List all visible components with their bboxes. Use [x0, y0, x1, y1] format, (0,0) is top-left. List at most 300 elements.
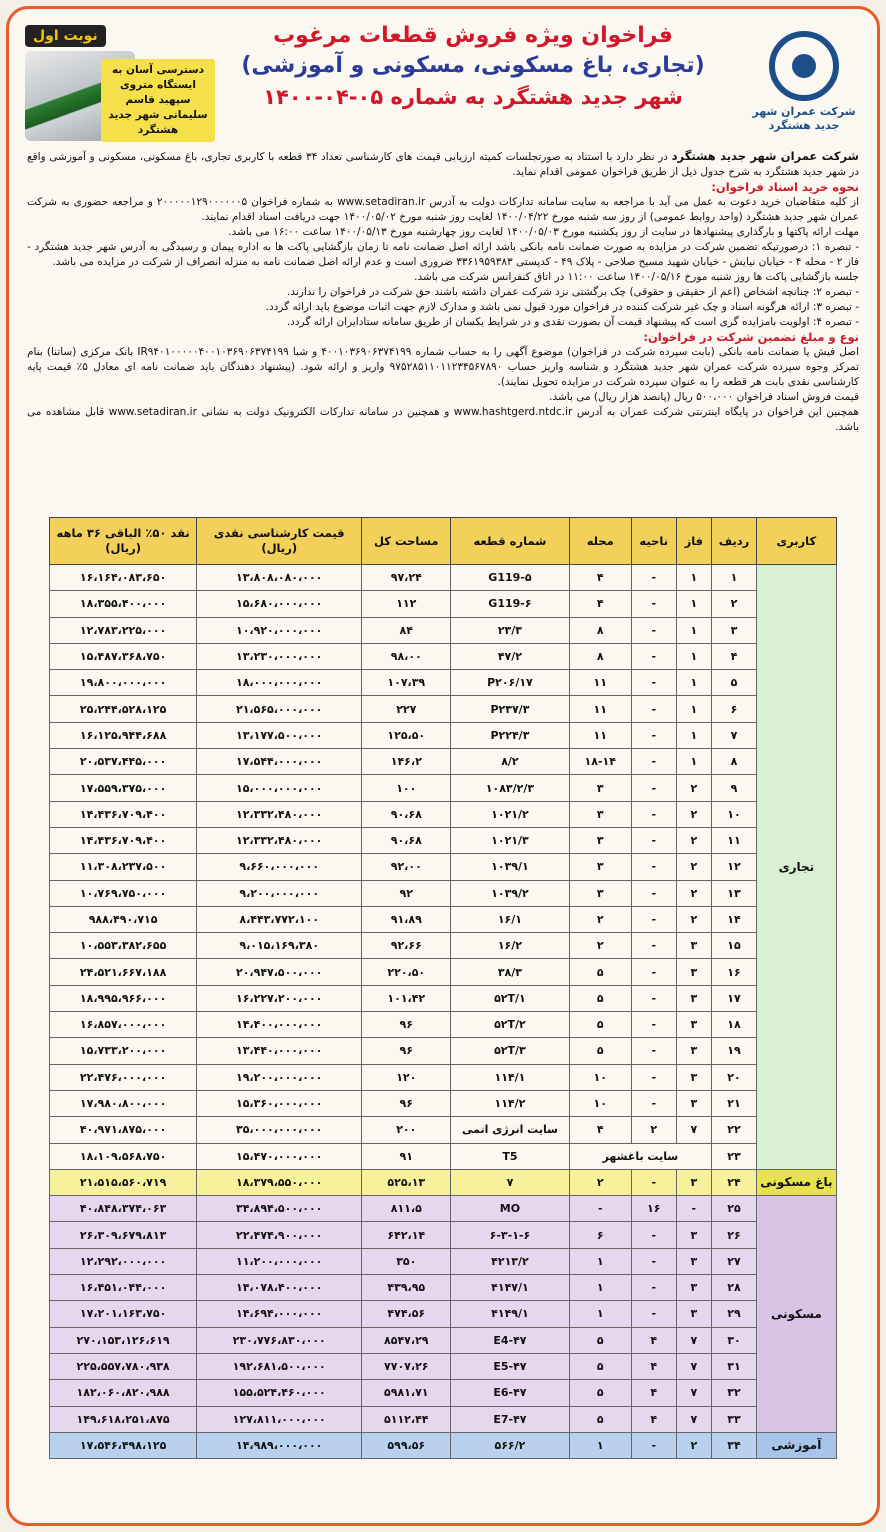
- plot-cell: ۳۸/۳: [451, 959, 569, 985]
- area-cell: ۵۹۸۱،۷۱: [362, 1380, 451, 1406]
- area-cell: ۸۴: [362, 617, 451, 643]
- row-cell: ۲۷: [712, 1248, 757, 1274]
- plot-cell: ۱۶/۱: [451, 906, 569, 932]
- header: [17, 17, 869, 147]
- district-cell: -: [631, 643, 676, 669]
- area-cell: ۱۰۰: [362, 775, 451, 801]
- table-row: [50, 801, 837, 827]
- plot-cell: T5: [451, 1143, 569, 1169]
- plot-cell: E4-۴۷: [451, 1327, 569, 1353]
- table-row: [50, 880, 837, 906]
- district-cell: -: [631, 880, 676, 906]
- installment-cell: ۱۸،۱۰۹،۵۶۸،۷۵۰: [50, 1143, 197, 1169]
- plot-cell: ۱۶/۲: [451, 933, 569, 959]
- area-cell: ۶۴۲،۱۴: [362, 1222, 451, 1248]
- neighborhood-cell: ۱: [569, 1275, 631, 1301]
- price-cell: ۱۷،۵۴۴،۰۰۰،۰۰۰: [197, 749, 362, 775]
- phase-cell: ۳: [676, 1301, 712, 1327]
- neighborhood-cell: ۸: [569, 617, 631, 643]
- row-cell: ۳۱: [712, 1353, 757, 1379]
- note-4: - تبصره ۴: اولویت بامزایده گری است که پیشنهاد قیمت آن بصورت نقدی و در شرایط یکسان از طریق سامانه ستادایران ارائه گردد.: [286, 316, 859, 328]
- col-area: مساحت کل: [362, 518, 451, 565]
- row-cell: ۷: [712, 722, 757, 748]
- phase-cell: ۱: [676, 749, 712, 775]
- district-cell: -: [631, 827, 676, 853]
- district-cell: -: [631, 985, 676, 1011]
- neighborhood-cell: ۵: [569, 985, 631, 1011]
- phase-cell: ۳: [676, 959, 712, 985]
- col-plot: شماره قطعه: [451, 518, 569, 565]
- table-row: [50, 933, 837, 959]
- col-price: قیمت کارشناسی نقدی (ریال): [197, 518, 362, 565]
- district-cell: -: [631, 749, 676, 775]
- district-cell: -: [631, 1432, 676, 1458]
- neighborhood-cell: ۱۱: [569, 696, 631, 722]
- installment-cell: ۲۲۵،۵۵۷،۷۸۰،۹۳۸: [50, 1353, 197, 1379]
- installment-cell: ۱۷،۹۸۰،۸۰۰،۰۰۰: [50, 1090, 197, 1116]
- area-cell: ۱۴۶،۲: [362, 749, 451, 775]
- neighborhood-cell: ۳: [569, 801, 631, 827]
- neighborhood-cell: ۵: [569, 1038, 631, 1064]
- phase-cell: ۲: [676, 801, 712, 827]
- price-cell: ۱۲،۳۳۲،۴۸۰،۰۰۰: [197, 827, 362, 853]
- websites-paragraph: همچنین این فراخوان در پایگاه اینترنتی شرکت عمران به آدرس www.hashtgerd.ntdc.ir و همچنین در سامانه تدارکات الکترونیک دولت به نشانی www.setadiran.ir قابل مشاهده می باشد.: [27, 406, 859, 433]
- price-cell: ۱۴،۴۰۰،۰۰۰،۰۰۰: [197, 1012, 362, 1038]
- area-cell: ۱۲۰: [362, 1064, 451, 1090]
- table-row: [50, 722, 837, 748]
- table-row: [50, 1117, 837, 1143]
- price-cell: ۱۳،۲۳۰،۰۰۰،۰۰۰: [197, 643, 362, 669]
- purchase-paragraph: از کلیه متقاضیان خرید دعوت به عمل می آید با مراجعه به سایت سامانه تدارکات دولت به آدرس www.setadiran.ir به شماره فراخوان ۲۰۰۰۰۰۱۲۹۰۰۰۰۰۰۵ و مراجعه حضوری به شرکت عمران شهر جدید هشتگرد (واحد روابط عمومی) از روز سه شنبه مورخ ۱۴۰۰/۰۴/۲۲ لغایت روز شنبه مورخ ۱۴۰۰/۰۵/۰۲ جهت دریافت اسناد اقدام نمایند.: [27, 196, 859, 223]
- price-cell: ۱۹۲،۶۸۱،۵۰۰،۰۰۰: [197, 1353, 362, 1379]
- district-cell: -: [631, 591, 676, 617]
- phase-cell: ۱: [676, 591, 712, 617]
- district-cell: -: [631, 1248, 676, 1274]
- neighborhood-cell: -: [569, 1196, 631, 1222]
- row-cell: ۳۴: [712, 1432, 757, 1458]
- phase-cell: ۲: [676, 854, 712, 880]
- neighborhood-cell: ۳: [569, 827, 631, 853]
- note-1: - تبصره ۱: درصورتیکه تضمین شرکت در مزایده به صورت ضمانت نامه بانکی باشد ارائه اصل ضمانت نامه تا زمان بازگشایی پاکت ها به اداره پیمان و رسیدگی به آدرس شهر جدید هشتگرد - فاز ۲ - محله ۴ - خیابان نیایش - خیابان شهید مسیح صلاحی - پلاک ۴۹ - کدپستی ۳۳۶۱۹۵۹۳۸۳ ضروری است و عدم ارائه اصل ضمانت نامه به منزله انصراف از شرکت در مزایده می باشد.: [27, 241, 859, 268]
- district-cell: -: [631, 670, 676, 696]
- col-district: ناحیه: [631, 518, 676, 565]
- col-phase: فاز: [676, 518, 712, 565]
- neighborhood-cell: ۳: [569, 880, 631, 906]
- district-cell: -: [631, 1169, 676, 1195]
- price-cell: ۱۴،۶۹۴،۰۰۰،۰۰۰: [197, 1301, 362, 1327]
- installment-cell: ۱۸۲،۰۶۰،۸۲۰،۹۸۸: [50, 1380, 197, 1406]
- price-cell: ۱۰،۹۲۰،۰۰۰،۰۰۰: [197, 617, 362, 643]
- table-row: [50, 1275, 837, 1301]
- plot-cell: G119-۶: [451, 591, 569, 617]
- intro-paragraph: در نظر دارد با استناد به صورتجلسات کمیته ارزیابی قیمت های کارشناسی تعداد ۳۴ قطعه با کاربری تجاری، باغ مسکونی، مسکونی و آموزشی واقع در شهر جدید هشتگرد به شرح جدول ذیل از طریق فراخوان عمومی اقدام نماید.: [27, 151, 859, 178]
- title-line-1: فراخوان ویژه فروش قطعات مرغوب: [273, 23, 673, 48]
- price-cell: ۱۵،۳۶۰،۰۰۰،۰۰۰: [197, 1090, 362, 1116]
- area-cell: ۵۹۹،۵۶: [362, 1432, 451, 1458]
- area-cell: ۹۷،۲۴: [362, 565, 451, 591]
- note-2: - تبصره ۲: چنانچه اشخاص (اعم از حقیقی و حقوقی) چک برگشتی نزد شرکت عمران داشته باشند حق شرکت در فراخوان را ندارند.: [286, 286, 859, 298]
- installment-cell: ۴۰،۹۷۱،۸۷۵،۰۰۰: [50, 1117, 197, 1143]
- table-row: [50, 1064, 837, 1090]
- row-cell: ۲۱: [712, 1090, 757, 1116]
- phase-cell: ۱: [676, 670, 712, 696]
- price-cell: ۱۸،۰۰۰،۰۰۰،۰۰۰: [197, 670, 362, 696]
- area-cell: ۹۶: [362, 1012, 451, 1038]
- col-usage: کاربری: [756, 518, 836, 565]
- table-row: [50, 906, 837, 932]
- metro-promo-text: دسترسی آسان به ایستگاه متروی سپهبد قاسم سلیمانی شهر جدید هشتگرد: [101, 59, 215, 142]
- row-cell: ۱۹: [712, 1038, 757, 1064]
- phase-cell: ۳: [676, 1248, 712, 1274]
- price-cell: ۱۳،۴۴۰،۰۰۰،۰۰۰: [197, 1038, 362, 1064]
- announcement-body: [27, 149, 859, 435]
- phase-cell: ۷: [676, 1327, 712, 1353]
- section-purchase-title: نحوه خرید اسناد فراخوان:: [711, 180, 859, 194]
- price-cell: ۱۵،۶۸۰،۰۰۰،۰۰۰: [197, 591, 362, 617]
- site-cell: سایت باغشهر: [569, 1143, 712, 1169]
- phase-cell: ۳: [676, 1169, 712, 1195]
- plot-cell: P۲۰۶/۱۷: [451, 670, 569, 696]
- plot-cell: ۴۲۱۳/۲: [451, 1248, 569, 1274]
- area-cell: ۱۰۱،۴۲: [362, 985, 451, 1011]
- district-cell: -: [631, 1012, 676, 1038]
- district-cell: -: [631, 906, 676, 932]
- price-cell: ۱۵۵،۵۲۴،۴۶۰،۰۰۰: [197, 1380, 362, 1406]
- phase-cell: ۱: [676, 722, 712, 748]
- row-cell: ۱۴: [712, 906, 757, 932]
- installment-cell: ۱۹،۸۰۰،۰۰۰،۰۰۰: [50, 670, 197, 696]
- table-row: [50, 1038, 837, 1064]
- installment-cell: ۱۴،۴۳۶،۷۰۹،۴۰۰: [50, 827, 197, 853]
- price-cell: ۱۱،۲۰۰،۰۰۰،۰۰۰: [197, 1248, 362, 1274]
- company-name: شرکت عمران شهر جدید هشتگرد: [671, 149, 859, 163]
- neighborhood-cell: ۴: [569, 1117, 631, 1143]
- neighborhood-cell: ۱۰: [569, 1090, 631, 1116]
- row-cell: ۸: [712, 749, 757, 775]
- neighborhood-cell: ۳: [569, 775, 631, 801]
- district-cell: ۲: [631, 1117, 676, 1143]
- plot-cell: ۵۲T/۳: [451, 1038, 569, 1064]
- installment-cell: ۹۸۸،۴۹۰،۷۱۵: [50, 906, 197, 932]
- phase-cell: ۱: [676, 617, 712, 643]
- phase-cell: ۳: [676, 933, 712, 959]
- neighborhood-cell: ۸: [569, 643, 631, 669]
- neighborhood-cell: ۱۰: [569, 1064, 631, 1090]
- district-cell: ۴: [631, 1327, 676, 1353]
- title-line-3: شهر جدید هشتگرد به شماره ۰۵-۰۴-۱۴۰۰: [263, 85, 683, 109]
- installment-cell: ۴۰،۸۴۸،۳۷۴،۰۶۳: [50, 1196, 197, 1222]
- price-cell: ۹،۶۶۰،۰۰۰،۰۰۰: [197, 854, 362, 880]
- section-guarantee-title: نوع و مبلغ تضمین شرکت در فراخوان:: [643, 330, 859, 344]
- installment-cell: ۲۰،۵۳۷،۴۴۵،۰۰۰: [50, 749, 197, 775]
- phase-cell: ۷: [676, 1117, 712, 1143]
- phase-cell: ۲: [676, 880, 712, 906]
- district-cell: ۱۶: [631, 1196, 676, 1222]
- neighborhood-cell: ۱: [569, 1301, 631, 1327]
- installment-cell: ۱۲،۷۸۳،۲۲۵،۰۰۰: [50, 617, 197, 643]
- installment-cell: ۱۷،۲۰۱،۱۶۳،۷۵۰: [50, 1301, 197, 1327]
- area-cell: ۲۲۷: [362, 696, 451, 722]
- price-cell: ۲۲،۴۷۴،۹۰۰،۰۰۰: [197, 1222, 362, 1248]
- phase-cell: ۳: [676, 1038, 712, 1064]
- neighborhood-cell: ۳: [569, 854, 631, 880]
- row-cell: ۳: [712, 617, 757, 643]
- phase-cell: ۷: [676, 1380, 712, 1406]
- col-neighborhood: محله: [569, 518, 631, 565]
- plots-table: [49, 517, 837, 1459]
- neighborhood-cell: ۵: [569, 1380, 631, 1406]
- phase-cell: ۷: [676, 1353, 712, 1379]
- plot-cell: ۱۰۳۹/۲: [451, 880, 569, 906]
- area-cell: ۹۶: [362, 1038, 451, 1064]
- table-row: [50, 1169, 837, 1195]
- table-row: [50, 1012, 837, 1038]
- area-cell: ۱۲۵،۵۰: [362, 722, 451, 748]
- area-cell: ۸۱۱،۵: [362, 1196, 451, 1222]
- area-cell: ۲۰۰: [362, 1117, 451, 1143]
- table-row: [50, 775, 837, 801]
- area-cell: ۹۲: [362, 880, 451, 906]
- plot-cell: ۵۲T/۲: [451, 1012, 569, 1038]
- installment-cell: ۱۵،۴۸۷،۳۶۸،۷۵۰: [50, 643, 197, 669]
- district-cell: ۴: [631, 1406, 676, 1432]
- installment-cell: ۱۴،۴۳۶،۷۰۹،۴۰۰: [50, 801, 197, 827]
- neighborhood-cell: ۲: [569, 933, 631, 959]
- row-cell: ۲۸: [712, 1275, 757, 1301]
- area-cell: ۵۲۵،۱۳: [362, 1169, 451, 1195]
- row-cell: ۲۵: [712, 1196, 757, 1222]
- installment-cell: ۱۰،۵۵۳،۳۸۲،۶۵۵: [50, 933, 197, 959]
- area-cell: ۸۵۴۷،۲۹: [362, 1327, 451, 1353]
- table-row: [50, 670, 837, 696]
- table-body: [50, 565, 837, 1459]
- area-cell: ۹۸،۰۰: [362, 643, 451, 669]
- price-cell: ۲۱،۵۶۵،۰۰۰،۰۰۰: [197, 696, 362, 722]
- neighborhood-cell: ۵: [569, 1406, 631, 1432]
- col-installment: نقد ۵۰٪ الباقی ۳۶ ماهه (ریال): [50, 518, 197, 565]
- phase-cell: ۲: [676, 775, 712, 801]
- table-row: [50, 1090, 837, 1116]
- installment-cell: ۱۰،۷۶۹،۷۵۰،۰۰۰: [50, 880, 197, 906]
- area-cell: ۷۷۰۷،۲۶: [362, 1353, 451, 1379]
- neighborhood-cell: ۱۱: [569, 670, 631, 696]
- price-cell: ۹،۲۰۰،۰۰۰،۰۰۰: [197, 880, 362, 906]
- table-row: [50, 1222, 837, 1248]
- table-header-row: [50, 518, 837, 565]
- district-cell: -: [631, 722, 676, 748]
- table-row: [50, 1327, 837, 1353]
- plot-cell: ۱۰۳۹/۱: [451, 854, 569, 880]
- row-cell: ۵: [712, 670, 757, 696]
- row-cell: ۲۶: [712, 1222, 757, 1248]
- plot-cell: E7-۴۷: [451, 1406, 569, 1432]
- plot-cell: ۵۶۶/۲: [451, 1432, 569, 1458]
- document-price: قیمت فروش اسناد فراخوان ۵۰۰،۰۰۰ ریال (پانصد هزار ریال) می باشد.: [549, 391, 859, 403]
- table-row: [50, 565, 837, 591]
- area-cell: ۹۶: [362, 1090, 451, 1116]
- usage-cell: مسکونی: [756, 1196, 836, 1433]
- district-cell: -: [631, 1064, 676, 1090]
- plot-cell: E5-۴۷: [451, 1353, 569, 1379]
- plots-table-wrapper: [49, 517, 837, 1459]
- neighborhood-cell: ۵: [569, 1327, 631, 1353]
- row-cell: ۲۹: [712, 1301, 757, 1327]
- area-cell: ۹۱: [362, 1143, 451, 1169]
- table-row: [50, 1196, 837, 1222]
- plot-cell: ۴۱۴۷/۱: [451, 1275, 569, 1301]
- table-row: [50, 696, 837, 722]
- plot-cell: G119-۵: [451, 565, 569, 591]
- table-row: [50, 985, 837, 1011]
- phase-cell: ۱: [676, 696, 712, 722]
- installment-cell: ۱۶،۱۲۵،۹۴۴،۶۸۸: [50, 722, 197, 748]
- row-cell: ۹: [712, 775, 757, 801]
- price-cell: ۱۸،۳۷۹،۵۵۰،۰۰۰: [197, 1169, 362, 1195]
- phase-cell: ۳: [676, 1222, 712, 1248]
- opening-session: جلسه بازگشایی پاکت ها روز شنبه مورخ ۱۴۰۰/۰۵/۱۶ ساعت ۱۱:۰۰ در اتاق کنفرانس شرکت می باشد.: [414, 271, 859, 283]
- row-cell: ۲۴: [712, 1169, 757, 1195]
- area-cell: ۹۰،۶۸: [362, 801, 451, 827]
- price-cell: ۱۳،۱۷۷،۵۰۰،۰۰۰: [197, 722, 362, 748]
- plot-cell: MO: [451, 1196, 569, 1222]
- phase-cell: ۲: [676, 1432, 712, 1458]
- installment-cell: ۲۷۰،۱۵۳،۱۲۶،۶۱۹: [50, 1327, 197, 1353]
- district-cell: -: [631, 1222, 676, 1248]
- installment-cell: ۲۶،۳۰۹،۶۷۹،۸۱۳: [50, 1222, 197, 1248]
- installment-cell: ۱۶،۸۵۷،۰۰۰،۰۰۰: [50, 1012, 197, 1038]
- phase-cell: ۱: [676, 565, 712, 591]
- plot-cell: ۲۳/۳: [451, 617, 569, 643]
- district-cell: -: [631, 1275, 676, 1301]
- installment-cell: ۲۲،۴۷۶،۰۰۰،۰۰۰: [50, 1064, 197, 1090]
- phase-cell: ۳: [676, 1275, 712, 1301]
- title-line-2: (تجاری، باغ مسکونی، مسکونی و آموزشی): [241, 53, 705, 78]
- usage-cell: تجاری: [756, 565, 836, 1170]
- area-cell: ۹۲،۰۰: [362, 854, 451, 880]
- neighborhood-cell: ۲: [569, 1169, 631, 1195]
- neighborhood-cell: ۶: [569, 1222, 631, 1248]
- col-row: ردیف: [712, 518, 757, 565]
- table-row: [50, 1248, 837, 1274]
- plot-cell: ۱۱۴/۲: [451, 1090, 569, 1116]
- plot-cell: ۴۷/۲: [451, 643, 569, 669]
- table-row: [50, 643, 837, 669]
- table-row: [50, 827, 837, 853]
- district-cell: -: [631, 696, 676, 722]
- logo-text: شرکت عمران شهر جدید هشتگرد: [752, 105, 856, 132]
- row-cell: ۱۲: [712, 854, 757, 880]
- phase-cell: ۲: [676, 906, 712, 932]
- price-cell: ۱۲،۳۳۲،۴۸۰،۰۰۰: [197, 801, 362, 827]
- table-row: [50, 854, 837, 880]
- neighborhood-cell: ۱: [569, 1248, 631, 1274]
- ad-frame: [6, 6, 880, 1526]
- phase-cell: ۲: [676, 827, 712, 853]
- phase-cell: -: [676, 1196, 712, 1222]
- phase-cell: ۷: [676, 1406, 712, 1432]
- row-cell: ۱۰: [712, 801, 757, 827]
- neighborhood-cell: ۲: [569, 906, 631, 932]
- plot-cell: ۸/۲: [451, 749, 569, 775]
- table-row: [50, 617, 837, 643]
- row-cell: ۲۲: [712, 1117, 757, 1143]
- guarantee-paragraph: اصل فیش یا ضمانت نامه بانکی (بابت سپرده شرکت در فراخوان) موضوع آگهی را به حساب شماره ۴۰۰۱۰۳۶۹۰۶۳۷۴۱۹۹ و شبا IR۹۴۰۱۰۰۰۰۰۴۰۰۱۰۳۶۹۰۶۳۷۴۱۹۹ بانک مرکزی (ساتنا) بنام تمرکز وجوه سپرده شرکت عمران شهر جدید هشتگرد و شناسه واریز حساب ۹۷۵۲۸۵۱۱۰۱۱۲۳۴۵۶۷۸۹۰ واریز و ارائه شود. (پیشنهاد دهندگان باید ضمانت نامه ای معادل ۵٪ قیمت پایه کارشناسی نقدی بابت هر قطعه را به عنوان سپرده شرکت در مزایده تحویل نمایند).: [27, 346, 860, 388]
- price-cell: ۱۹،۲۰۰،۰۰۰،۰۰۰: [197, 1064, 362, 1090]
- price-cell: ۹،۰۱۵،۱۶۹،۳۸۰: [197, 933, 362, 959]
- neighborhood-cell: ۵: [569, 1353, 631, 1379]
- plot-cell: ۶-۳-۱-۶: [451, 1222, 569, 1248]
- installment-cell: ۱۸،۳۵۵،۴۰۰،۰۰۰: [50, 591, 197, 617]
- district-cell: -: [631, 617, 676, 643]
- plot-cell: ۱۱۴/۱: [451, 1064, 569, 1090]
- row-cell: ۱۸: [712, 1012, 757, 1038]
- area-cell: ۱۱۲: [362, 591, 451, 617]
- installment-cell: ۱۵،۷۳۳،۲۰۰،۰۰۰: [50, 1038, 197, 1064]
- district-cell: -: [631, 801, 676, 827]
- plot-cell: ۱۰۸۳/۲/۳: [451, 775, 569, 801]
- district-cell: -: [631, 1038, 676, 1064]
- row-cell: ۴: [712, 643, 757, 669]
- company-logo: [749, 31, 859, 133]
- installment-cell: ۱۸،۹۹۵،۹۶۶،۰۰۰: [50, 985, 197, 1011]
- plot-cell: ۵۲T/۱: [451, 985, 569, 1011]
- neighborhood-cell: ۵: [569, 959, 631, 985]
- table-row: [50, 1380, 837, 1406]
- plot-cell: P۲۲۴/۳: [451, 722, 569, 748]
- row-cell: ۲۰: [712, 1064, 757, 1090]
- price-cell: ۳۴،۸۹۴،۵۰۰،۰۰۰: [197, 1196, 362, 1222]
- district-cell: ۴: [631, 1380, 676, 1406]
- installment-cell: ۱۷،۵۴۶،۴۹۸،۱۲۵: [50, 1432, 197, 1458]
- row-cell: ۶: [712, 696, 757, 722]
- area-cell: ۹۰،۶۸: [362, 827, 451, 853]
- deadline-paragraph: مهلت ارائه پاکتها و بارگذاری پیشنهادها در سایت از روز یکشنبه مورخ ۱۴۰۰/۰۵/۰۳ لغایت روز چهارشنبه مورخ ۱۴۰۰/۰۵/۱۳ ساعت ۱۶:۰۰ می باشد.: [228, 226, 859, 238]
- plot-cell: E6-۴۷: [451, 1380, 569, 1406]
- table-row: [50, 591, 837, 617]
- row-cell: ۳۲: [712, 1380, 757, 1406]
- area-cell: ۴۷۴،۵۶: [362, 1301, 451, 1327]
- phase-cell: ۳: [676, 1012, 712, 1038]
- area-cell: ۹۱،۸۹: [362, 906, 451, 932]
- table-row: [50, 749, 837, 775]
- usage-cell: آموزشی: [756, 1432, 836, 1458]
- usage-cell: باغ مسکونی: [756, 1169, 836, 1195]
- plot-cell: P۲۳۷/۳: [451, 696, 569, 722]
- plot-cell: سایت انرژی اتمی: [451, 1117, 569, 1143]
- table-row: [50, 1432, 837, 1458]
- price-cell: ۳۵،۰۰۰،۰۰۰،۰۰۰: [197, 1117, 362, 1143]
- neighborhood-cell: ۵: [569, 1012, 631, 1038]
- metro-promo: [25, 25, 215, 147]
- price-cell: ۲۰،۹۴۷،۵۰۰،۰۰۰: [197, 959, 362, 985]
- price-cell: ۱۳،۸۰۸،۰۸۰،۰۰۰: [197, 565, 362, 591]
- district-cell: -: [631, 775, 676, 801]
- neighborhood-cell: ۱۱: [569, 722, 631, 748]
- table-row: [50, 1301, 837, 1327]
- installment-cell: ۱۷،۵۵۹،۳۷۵،۰۰۰: [50, 775, 197, 801]
- district-cell: ۴: [631, 1353, 676, 1379]
- area-cell: ۳۵۰: [362, 1248, 451, 1274]
- installment-cell: ۱۴۹،۶۱۸،۲۵۱،۸۷۵: [50, 1406, 197, 1432]
- plot-cell: ۴۱۴۹/۱: [451, 1301, 569, 1327]
- plot-cell: ۷: [451, 1169, 569, 1195]
- installment-cell: ۱۶،۴۵۱،۰۴۴،۰۰۰: [50, 1275, 197, 1301]
- note-3: - تبصره ۳: ارائه هرگونه اسناد و چک غیر شرکت کننده در فراخوان مورد قبول نمی باشد و مدارک لازم جهت اثبات موضوع باید ارائه گردد.: [265, 301, 859, 313]
- emblem-icon: [769, 31, 839, 101]
- district-cell: -: [631, 933, 676, 959]
- price-cell: ۸،۴۴۳،۷۷۲،۱۰۰: [197, 906, 362, 932]
- district-cell: -: [631, 959, 676, 985]
